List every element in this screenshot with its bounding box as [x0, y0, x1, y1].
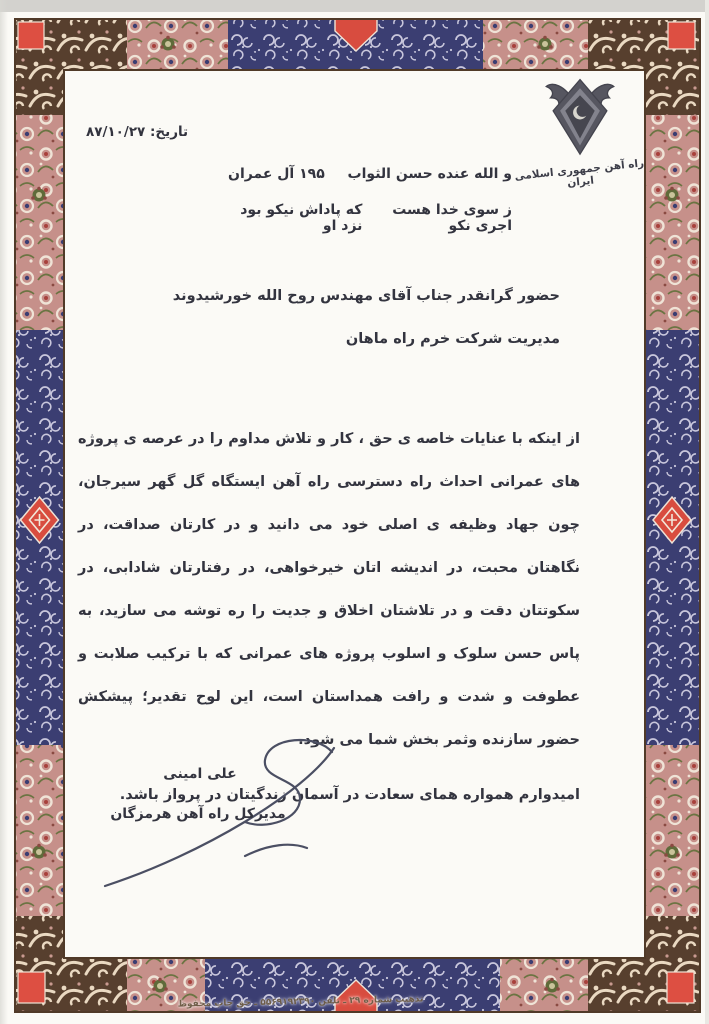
poem-line: [228, 202, 512, 234]
letter-body: [78, 418, 580, 817]
epigraph: [228, 166, 512, 234]
logo-caption: راه آهن جمهوری اسلامی ایران: [514, 157, 645, 190]
signatory-name: علی امینی: [163, 766, 237, 782]
recipient-organization: مدیریت شرکت خرم راه ماهان: [345, 331, 560, 347]
recipient-honorific: حضور گرانقدر جناب آقای مهندس روح الله خورشیدوند: [172, 288, 560, 304]
poem-first-hemistich: ز سوی خدا هست اجری نکو: [392, 202, 512, 234]
body-paragraph: از اینکه با عنایات خاصه ی حق ، کار و تلاش مداوم را در عرصه ی پروژه های عمرانی احداث راه دسترسی راه آهن ایستگاه گل گهر سیرجان، چون جهاد وظیفه ی اصلی خود می دانید و در کارتان صداقت، در نگاهتان محبت، در اندیشه اتان خیرخواهی، در رفتارتان شادابی، در سکوتتان دقت و در تلاشتان اخلاق و جدیت را ره توشه می سازید، به پاس حسن سلوک و اسلوب پروژه های عمرانی که با ترکیب صلابت و عطوفت و شدت و رافت همداستان است، این لوح تقدیر؛ پیشکش حضور سازنده وثمر بخش شما می شود.: [78, 431, 580, 748]
quran-verse: و الله عنده حسن الثواب: [347, 166, 512, 182]
railway-winged-emblem-icon: [541, 74, 619, 158]
footer-print-note: تذهیب شماره ۲۹ ـ تلفن ۵۵۶۹۱۹۲۳۹۰ ـ حق چاپ محفوظ: [177, 994, 424, 1010]
railway-logo: [505, 74, 655, 189]
quran-verse-line: [228, 166, 512, 182]
recipient-block: [173, 288, 560, 347]
signatory-title: مدیرکل راه آهن هرمزگان: [110, 806, 286, 822]
poem-second-hemistich: که پاداش نیکو بود نزد او: [240, 202, 363, 234]
verse-reference: ۱۹۵ آل عمران: [228, 166, 325, 182]
closing-wish: امیدوارم همواره همای سعادت در آسمان زندگیتان در پرواز باشد.: [119, 787, 580, 803]
date-label: تاریخ: ۸۷/۱۰/۲۷: [86, 124, 189, 140]
